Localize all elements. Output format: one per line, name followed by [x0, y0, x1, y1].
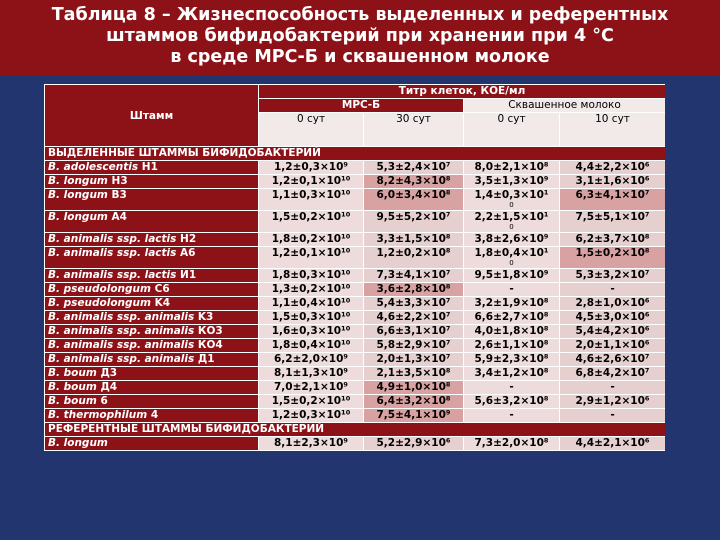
titer-value: 3,4±1,2×10⁸ [474, 367, 549, 379]
species-name: B. thermophilum [48, 409, 148, 421]
titer-value: 1,8±0,4×10¹ [474, 247, 549, 259]
titer-cell [464, 325, 560, 339]
titer-value: - [610, 381, 615, 393]
strain-code: A4 [107, 211, 127, 223]
titer-cell [464, 367, 560, 381]
slide-title [0, 0, 720, 76]
strain-code: K4 [150, 297, 171, 309]
titer-cell [259, 247, 364, 269]
species-name: B. longum [48, 175, 108, 187]
table-row [45, 175, 666, 189]
titer-value: 3,3±1,5×10⁸ [376, 233, 451, 245]
table-row [45, 297, 666, 311]
titer-value: 4,6±2,2×10⁷ [376, 311, 451, 323]
species-name: B. animalis ssp. lactis [48, 233, 177, 245]
titer-value: 2,9±1,2×10⁶ [575, 395, 650, 407]
strain-name [45, 409, 259, 423]
header-day-0-mrs: 0 сут [259, 113, 364, 147]
titer-value: 5,3±2,4×10⁷ [376, 161, 451, 173]
titer-cell [464, 161, 560, 175]
titer-value: 1,2±0,2×10⁸ [376, 247, 451, 259]
titer-cell [464, 283, 560, 297]
strain-name [45, 325, 259, 339]
titer-value: 4,5±3,0×10⁶ [575, 311, 650, 323]
titer-value: 7,0±2,1×10⁹ [273, 381, 348, 393]
titer-value: 7,3±4,1×10⁷ [376, 269, 451, 281]
titer-cell [560, 381, 666, 395]
strain-code: H2 [176, 233, 197, 245]
table-row [45, 325, 666, 339]
table-row [45, 211, 666, 233]
species-name: B. longum [48, 211, 108, 223]
title-line-1: Таблица 8 – Жизнеспособность выделенных и референтных [51, 5, 669, 25]
table-row [45, 409, 666, 423]
titer-cell [560, 311, 666, 325]
table-row [45, 283, 666, 297]
titer-cell [259, 297, 364, 311]
titer-value: 6,3±4,1×10⁷ [575, 189, 650, 201]
titer-cell [364, 247, 464, 269]
species-name: B. animalis ssp. animalis [48, 339, 195, 351]
titer-value: 6,0±3,4×10⁸ [376, 189, 451, 201]
titer-value: 6,2±3,7×10⁸ [575, 233, 650, 245]
titer-value: 4,4±2,1×10⁶ [575, 437, 650, 449]
strain-name [45, 161, 259, 175]
strain-name [45, 367, 259, 381]
titer-value: 5,8±2,9×10⁷ [376, 339, 451, 351]
header-media-milk: Сквашенное молоко [464, 99, 666, 113]
titer-value: 1,8±0,4×10¹⁰ [271, 339, 351, 351]
titer-cell [464, 247, 560, 269]
titer-value: 3,2±1,9×10⁸ [474, 297, 549, 309]
titer-cell [259, 395, 364, 409]
titer-value: 8,1±1,3×10⁹ [273, 367, 348, 379]
strain-name [45, 233, 259, 247]
titer-value: 6,8±4,2×10⁷ [575, 367, 650, 379]
titer-cell [560, 395, 666, 409]
strain-code: A6 [176, 247, 196, 259]
titer-value: 3,1±1,6×10⁶ [575, 175, 650, 187]
titer-cell [364, 161, 464, 175]
titer-cell [259, 233, 364, 247]
titer-value: 8,2±4,3×10⁸ [376, 175, 451, 187]
titer-cell [560, 175, 666, 189]
strain-code: Д3 [96, 367, 118, 379]
section-reference: РЕФЕРЕНТНЫЕ ШТАММЫ БИФИДОБАКТЕРИЙ [45, 423, 666, 437]
titer-value: 6,6±3,1×10⁷ [376, 325, 451, 337]
species-name: B. animalis ssp. lactis [48, 269, 177, 281]
header-media-mrs: МРС-Б [259, 99, 464, 113]
titer-cell [364, 409, 464, 423]
titer-value: 2,2±1,5×10¹ [474, 211, 549, 223]
titer-value: 9,5±1,8×10⁹ [474, 269, 549, 281]
titer-value: 1,6±0,3×10¹⁰ [271, 325, 351, 337]
titer-cell [259, 409, 364, 423]
exponent-wrap: 0 [509, 201, 514, 209]
titer-value: 5,9±2,3×10⁸ [474, 353, 549, 365]
titer-cell [364, 297, 464, 311]
titer-cell [364, 339, 464, 353]
species-name: B. animalis ssp. animalis [48, 353, 195, 365]
titer-cell [464, 233, 560, 247]
titer-value: 1,4±0,3×10¹ [474, 189, 549, 201]
header-strain: Штамм [45, 85, 259, 147]
titer-value: 7,3±2,0×10⁸ [474, 437, 549, 449]
titer-cell [560, 353, 666, 367]
titer-value: 2,6±1,1×10⁸ [474, 339, 549, 351]
titer-cell [560, 437, 666, 451]
titer-value: 7,5±5,1×10⁷ [575, 211, 650, 223]
titer-cell [560, 297, 666, 311]
titer-cell [464, 339, 560, 353]
table-row [45, 353, 666, 367]
titer-cell [364, 325, 464, 339]
strain-name [45, 311, 259, 325]
titer-cell [259, 311, 364, 325]
titer-value: 1,5±0,3×10¹⁰ [271, 311, 351, 323]
strain-code: H1 [138, 161, 158, 173]
titer-cell [364, 283, 464, 297]
titer-value: 1,8±0,2×10¹⁰ [271, 233, 351, 245]
titer-cell [560, 233, 666, 247]
titer-cell [364, 381, 464, 395]
species-name: B. pseudolongum [48, 283, 151, 295]
strain-code: 4 [147, 409, 159, 421]
titer-value: 3,6±2,8×10⁸ [376, 283, 451, 295]
table-row [45, 367, 666, 381]
titer-value: 7,5±4,1×10⁹ [376, 409, 451, 421]
titer-value: - [509, 409, 514, 421]
species-name: B. boum [48, 381, 97, 393]
title-line-2: штаммов бифидобактерий при хранении при 4 °С [106, 26, 614, 46]
strain-code: B3 [107, 189, 127, 201]
strain-code: Д4 [96, 381, 118, 393]
titer-value: 5,6±3,2×10⁸ [474, 395, 549, 407]
titer-cell [464, 175, 560, 189]
titer-value: 5,2±2,9×10⁶ [376, 437, 451, 449]
titer-cell [364, 211, 464, 233]
titer-value: 4,9±1,0×10⁸ [376, 381, 451, 393]
strain-code: КО4 [194, 339, 223, 351]
titer-cell [259, 353, 364, 367]
titer-cell [259, 437, 364, 451]
titer-value: - [509, 381, 514, 393]
titer-value: 3,5±1,3×10⁹ [474, 175, 549, 187]
titer-cell [364, 269, 464, 283]
table-row [45, 233, 666, 247]
table-row [45, 247, 666, 269]
titer-value: 5,4±4,2×10⁶ [575, 325, 650, 337]
titer-cell [259, 175, 364, 189]
strain-name [45, 175, 259, 189]
titer-value: 5,3±3,2×10⁷ [575, 269, 650, 281]
table-row [45, 437, 666, 451]
strain-name [45, 211, 259, 233]
species-name: B. adolescentis [48, 161, 139, 173]
titer-cell [364, 367, 464, 381]
titer-cell [464, 381, 560, 395]
titer-value: 4,0±1,8×10⁸ [474, 325, 549, 337]
titer-value: 1,2±0,1×10¹⁰ [271, 247, 351, 259]
header-day-0-milk: 0 сут [464, 113, 560, 147]
titer-cell [259, 161, 364, 175]
header-titer: Титр клеток, КОЕ/мл [259, 85, 666, 99]
titer-cell [560, 339, 666, 353]
species-name: B. boum [48, 395, 97, 407]
species-name: B. pseudolongum [48, 297, 151, 309]
titer-value: 1,2±0,3×10⁹ [273, 161, 348, 173]
titer-cell [464, 297, 560, 311]
titer-cell [560, 367, 666, 381]
strain-name [45, 189, 259, 211]
strain-code: C6 [150, 283, 170, 295]
titer-cell [364, 311, 464, 325]
titer-value: 1,3±0,2×10¹⁰ [271, 283, 351, 295]
titer-cell [560, 409, 666, 423]
table-row [45, 339, 666, 353]
titer-cell [259, 381, 364, 395]
strain-name [45, 395, 259, 409]
table-row [45, 395, 666, 409]
titer-cell [560, 211, 666, 233]
titer-value: 2,0±1,3×10⁷ [376, 353, 451, 365]
titer-value: 1,5±0,2×10¹⁰ [271, 211, 351, 223]
strain-code: H3 [107, 175, 128, 187]
titer-value: 8,1±2,3×10⁹ [273, 437, 348, 449]
table-body [45, 147, 666, 451]
titer-cell [364, 353, 464, 367]
species-name: B. boum [48, 367, 97, 379]
viability-table [44, 84, 665, 451]
species-name: B. animalis ssp. lactis [48, 247, 177, 259]
titer-value: 1,1±0,3×10¹⁰ [271, 189, 351, 201]
titer-value: - [509, 283, 514, 295]
strain-code: Д1 [194, 353, 215, 365]
titer-value: 2,1±3,5×10⁸ [376, 367, 451, 379]
strain-code: КО3 [194, 325, 223, 337]
species-name: B. animalis ssp. animalis [48, 311, 195, 323]
exponent-wrap: 0 [509, 223, 514, 231]
titer-value: - [610, 409, 615, 421]
titer-value: 8,0±2,1×10⁸ [474, 161, 549, 173]
titer-cell [259, 211, 364, 233]
titer-cell [464, 269, 560, 283]
titer-value: 2,0±1,1×10⁶ [575, 339, 650, 351]
header-day-30: 30 сут [364, 113, 464, 147]
strain-name [45, 353, 259, 367]
titer-cell [464, 437, 560, 451]
titer-cell [259, 189, 364, 211]
titer-cell [560, 269, 666, 283]
titer-cell [259, 339, 364, 353]
strain-code: K3 [194, 311, 214, 323]
strain-name [45, 297, 259, 311]
titer-value: 2,8±1,0×10⁶ [575, 297, 650, 309]
titer-value: 4,6±2,6×10⁷ [575, 353, 650, 365]
table-row [45, 189, 666, 211]
titer-value: 1,5±0,2×10¹⁰ [271, 395, 351, 407]
strain-name [45, 339, 259, 353]
table-row [45, 161, 666, 175]
titer-value: 3,8±2,6×10⁹ [474, 233, 549, 245]
strain-name [45, 381, 259, 395]
strain-code: И1 [176, 269, 197, 281]
species-name: B. animalis ssp. animalis [48, 325, 195, 337]
titer-value: - [610, 283, 615, 295]
exponent-wrap: 0 [509, 259, 514, 267]
titer-cell [560, 247, 666, 269]
titer-cell [259, 269, 364, 283]
titer-cell [464, 211, 560, 233]
section-isolated: ВЫДЕЛЕННЫЕ ШТАММЫ БИФИДОБАКТЕРИЙ [45, 147, 666, 161]
titer-cell [364, 395, 464, 409]
header-day-10: 10 сут [560, 113, 666, 147]
titer-cell [364, 437, 464, 451]
titer-value: 1,2±0,3×10¹⁰ [271, 409, 351, 421]
table-row [45, 381, 666, 395]
titer-value: 6,2±2,0×10⁹ [273, 353, 348, 365]
titer-value: 6,4±3,2×10⁸ [376, 395, 451, 407]
titer-cell [464, 189, 560, 211]
titer-cell [259, 367, 364, 381]
strain-name [45, 283, 259, 297]
titer-cell [259, 283, 364, 297]
titer-value: 6,6±2,7×10⁸ [474, 311, 549, 323]
table-container [44, 84, 665, 540]
titer-cell [464, 409, 560, 423]
title-line-3: в среде МРС-Б и сквашенном молоке [170, 47, 550, 67]
titer-cell [560, 161, 666, 175]
titer-value: 1,1±0,4×10¹⁰ [271, 297, 351, 309]
table-row [45, 311, 666, 325]
strain-name [45, 247, 259, 269]
titer-cell [464, 353, 560, 367]
titer-cell [364, 233, 464, 247]
titer-cell [560, 283, 666, 297]
titer-cell [464, 395, 560, 409]
section-row [45, 423, 666, 437]
strain-name [45, 269, 259, 283]
titer-cell [259, 325, 364, 339]
titer-value: 5,4±3,3×10⁷ [376, 297, 451, 309]
titer-value: 1,2±0,1×10¹⁰ [271, 175, 351, 187]
species-name: B. longum [48, 437, 108, 449]
table-row [45, 269, 666, 283]
titer-value: 1,8±0,3×10¹⁰ [271, 269, 351, 281]
titer-value: 4,4±2,2×10⁶ [575, 161, 650, 173]
titer-cell [560, 189, 666, 211]
titer-cell [464, 311, 560, 325]
titer-cell [364, 175, 464, 189]
strain-code: 6 [96, 395, 108, 407]
strain-name [45, 437, 259, 451]
titer-cell [560, 325, 666, 339]
species-name: B. longum [48, 189, 108, 201]
titer-value: 9,5±5,2×10⁷ [376, 211, 451, 223]
titer-cell [364, 189, 464, 211]
titer-value: 1,5±0,2×10⁸ [575, 247, 650, 259]
